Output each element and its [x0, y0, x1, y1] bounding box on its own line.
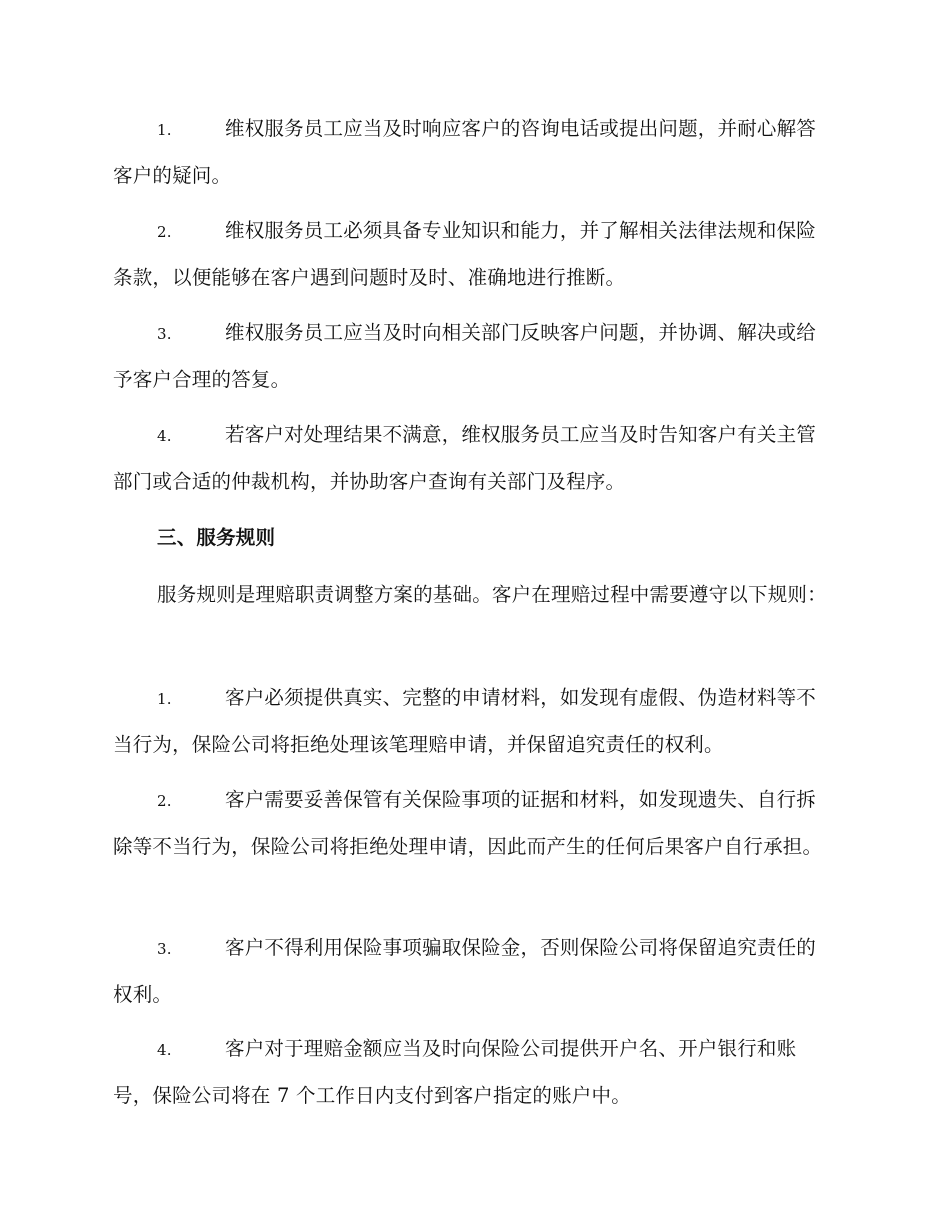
section3-heading: 三、服务规则 — [157, 526, 276, 549]
section3-item-2 — [113, 777, 833, 870]
item-text: 客户对于理赔金额应当及时向保险公司提供开户名、开户银行和账号，保险公司将在 7 个工作日内支付到客户指定的账户中。 — [113, 1037, 797, 1107]
item-text: 客户必须提供真实、完整的申请材料，如发现有虚假、伪造材料等不当行为，保险公司将拒绝处理该笔理赔申请，并保留追究责任的权利。 — [113, 686, 817, 756]
item-text: 维权服务员工应当及时向相关部门反映客户问题，并协调、解决或给予客户合理的答复。 — [113, 321, 817, 391]
item-text: 维权服务员工必须具备专业知识和能力，并了解相关法律法规和保险条款，以便能够在客户遇到问题时及时、准确地进行推断。 — [113, 219, 817, 289]
item-number: 4. — [157, 1041, 172, 1059]
section2-item-2 — [113, 208, 833, 301]
section2-item-4 — [113, 412, 833, 505]
item-text: 客户不得利用保险事项骗取保险金，否则保险公司将保留追究责任的权利。 — [113, 936, 817, 1006]
section3-intro: 服务规则是理赔职责调整方案的基础。客户在理赔过程中需要遵守以下规则： — [157, 583, 827, 606]
section2-item-3 — [113, 310, 833, 403]
item-number: 1. — [157, 121, 172, 139]
item-number: 1. — [157, 690, 172, 708]
item-text: 若客户对处理结果不满意，维权服务员工应当及时告知客户有关主管部门或合适的仲裁机构，并协助客户查询有关部门及程序。 — [113, 423, 817, 493]
item-text: 维权服务员工应当及时响应客户的咨询电话或提出问题，并耐心解答客户的疑问。 — [113, 117, 817, 187]
section3-item-4 — [113, 1026, 833, 1119]
item-text: 客户需要妥善保管有关保险事项的证据和材料，如发现遗失、自行拆除等不当行为，保险公司将拒绝处理申请，因此而产生的任何后果客户自行承担。 — [113, 788, 823, 858]
item-number: 4. — [157, 427, 172, 445]
section3-item-1 — [113, 675, 833, 768]
item-number: 3. — [157, 325, 172, 343]
section3-item-3 — [113, 925, 833, 1018]
item-number: 3. — [157, 940, 172, 958]
item-number: 2. — [157, 223, 172, 241]
item-number: 2. — [157, 792, 172, 810]
section2-item-1 — [113, 106, 833, 199]
